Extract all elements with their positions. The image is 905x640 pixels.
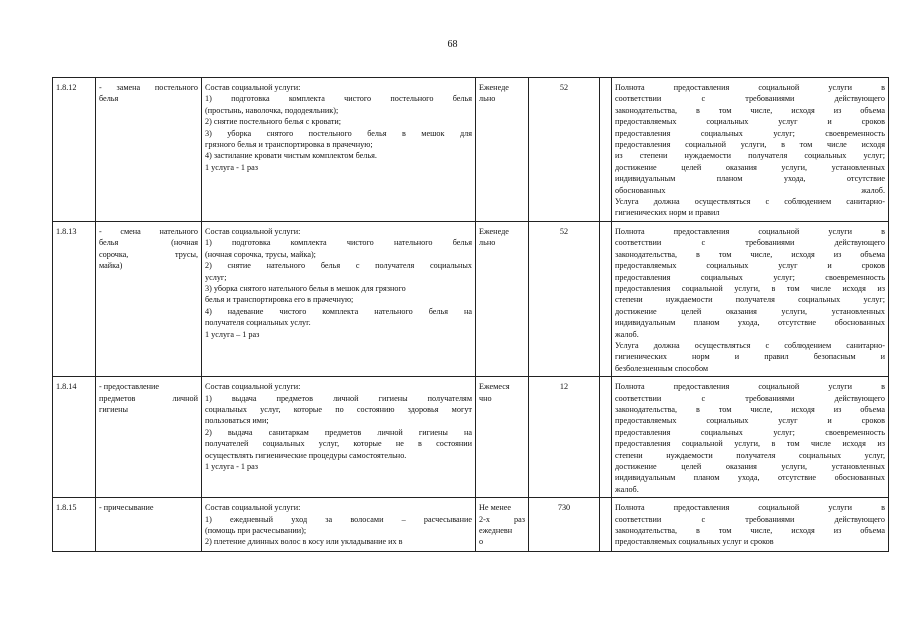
table-row: [53, 221, 889, 376]
row-number: 1.8.14: [53, 377, 96, 498]
service-content: [202, 498, 476, 552]
text-line: предоставления социальной услуги, в том числе исходя: [615, 140, 885, 150]
text-line: сорочка, трусы,: [99, 249, 198, 259]
table-row: [53, 377, 889, 498]
quality-criteria: [612, 78, 889, 222]
text-line: пользоваться ими;: [205, 416, 269, 426]
service-name: [96, 498, 202, 552]
text-line: Полнота предоставления социальной услуги в: [615, 503, 885, 513]
text-line: белья: [99, 94, 119, 104]
text-line: получателя социальных услуг.: [205, 318, 311, 328]
text-line: степени нуждаемости получателя социальных услуг;: [615, 295, 885, 305]
text-line: законодательства, в том числе, исходя из объема: [615, 526, 885, 536]
text-line: предметов личной: [99, 393, 198, 403]
text-line: законодательства, в том числе, исходя из объема: [615, 249, 885, 259]
text-line: 3) уборка снятого нательного белья в мешок для грязного: [205, 283, 406, 293]
spacer-cell: [600, 78, 612, 222]
text-line: Ежемеся: [479, 382, 510, 392]
text-line: соответствии с требованиями действующего: [615, 393, 885, 403]
service-frequency: [476, 78, 529, 222]
text-line: 2) выдача санитаркам предметов личной гигиены на: [205, 427, 472, 437]
text-line: предоставляемых социальных услуг и сроков: [615, 117, 885, 127]
service-quantity: 52: [529, 78, 600, 222]
text-line: белья и транспортировка его в прачечную;: [205, 295, 354, 305]
service-frequency: [476, 221, 529, 376]
text-line: - замена постельного: [99, 83, 198, 92]
service-frequency: [476, 377, 529, 498]
text-line: 3) уборка снятого постельного белья в мешок для: [205, 128, 472, 138]
text-line: - причесывание: [99, 503, 154, 513]
text-line: предоставления социальных услуг; своевременность: [615, 427, 885, 437]
text-line: гигиенических норм и правил: [615, 208, 720, 218]
text-line: индивидуальным планом ухода, отсутствие: [615, 174, 885, 184]
text-line: 1 услуга - 1 раз: [205, 162, 258, 172]
service-quantity: 730: [529, 498, 600, 552]
text-line: белья (ночная: [99, 238, 198, 248]
text-line: грязного белья и транспортировка в прачечную;: [205, 140, 373, 150]
text-line: социальных услуг, которые по состоянию здоровья могут: [205, 404, 472, 414]
service-frequency: [476, 498, 529, 552]
text-line: Состав социальной услуги:: [205, 83, 301, 92]
text-line: предоставления социальной услуги, в том числе исходя из: [615, 439, 885, 449]
page-number: 68: [447, 39, 458, 50]
text-line: достижение целей оказания услуги, установленных: [615, 306, 885, 316]
row-number: 1.8.13: [53, 221, 96, 376]
text-line: предоставляемых социальных услуг и сроков: [615, 261, 885, 271]
service-name: [96, 377, 202, 498]
quality-criteria: [612, 221, 889, 376]
text-line: 1) ежедневный уход за волосами – расчесывание: [205, 514, 472, 524]
text-line: (помощь при расчесывании);: [205, 526, 307, 536]
text-line: 2) снятие нательного белья с получателя социальных: [205, 261, 472, 271]
row-number: 1.8.12: [53, 78, 96, 222]
text-line: Не менее: [479, 503, 512, 513]
text-line: законодательства, в том числе, исходя из объема: [615, 404, 885, 414]
text-line: (ночная сорочка, трусы, майка);: [205, 249, 316, 259]
text-line: получателей социальных услуг, которые не в состоянии: [205, 439, 472, 449]
text-line: - предоставление: [99, 382, 160, 392]
text-line: Состав социальной услуги:: [205, 226, 301, 236]
text-line: 4) надевание чистого комплекта нательного белья на: [205, 306, 472, 316]
service-quantity: 12: [529, 377, 600, 498]
text-line: достижение целей оказания услуги, установленных: [615, 462, 885, 471]
text-line: соответствии с требованиями действующего: [615, 94, 885, 104]
text-line: степени нуждаемости получателя социальных услуг,: [615, 450, 885, 460]
text-line: - смена нательного: [99, 226, 198, 236]
text-line: индивидуальным планом ухода, отсутствие обоснованных: [615, 318, 885, 328]
text-line: безболезненным способом: [615, 363, 709, 373]
text-line: чно: [479, 393, 492, 403]
text-line: 2) снятие постельного белья с кровати;: [205, 117, 341, 127]
spacer-cell: [600, 221, 612, 376]
text-line: 1) подготовка комплекта чистого постельного белья: [205, 94, 472, 104]
text-line: Еженеде: [479, 226, 509, 236]
text-line: 1) подготовка комплекта чистого нательного белья: [205, 238, 472, 248]
table-row: [53, 78, 889, 222]
text-line: Полнота предоставления социальной услуги в: [615, 83, 885, 92]
text-line: ежедневн: [479, 526, 513, 536]
text-line: Состав социальной услуги:: [205, 382, 301, 392]
text-line: 1 услуга – 1 раз: [205, 329, 260, 339]
text-line: услуг;: [205, 272, 227, 282]
text-line: 1) выдача предметов личной гигиены получателям: [205, 393, 472, 403]
text-line: льно: [479, 238, 496, 248]
text-line: законодательства, в том числе, исходя из объема: [615, 105, 885, 115]
text-line: 2-х раз: [479, 514, 525, 524]
text-line: осуществлять гигиенические процедуры самостоятельно.: [205, 450, 407, 460]
text-line: Услуга должна осуществляться с соблюдением санитарно-: [615, 197, 885, 207]
text-line: Еженеде: [479, 83, 509, 92]
service-name: [96, 221, 202, 376]
text-line: предоставляемых социальных услуг и сроков: [615, 537, 774, 547]
text-line: предоставляемых социальных услуг и сроков: [615, 416, 885, 426]
text-line: индивидуальным планом ухода, отсутствие обоснованных: [615, 473, 885, 483]
row-number: 1.8.15: [53, 498, 96, 552]
text-line: обоснованных жалоб.: [615, 185, 885, 195]
text-line: предоставления социальной услуги, в том числе исходя из: [615, 283, 885, 293]
service-content: [202, 221, 476, 376]
spacer-cell: [600, 498, 612, 552]
text-line: Услуга должна осуществляться с соблюдением санитарно-: [615, 340, 885, 350]
service-content: [202, 377, 476, 498]
table-row: [53, 498, 889, 552]
text-line: 4) застилание кровати чистым комплектом белья.: [205, 151, 377, 161]
text-line: Полнота предоставления социальной услуги в: [615, 382, 885, 392]
spacer-cell: [600, 377, 612, 498]
services-table: [52, 77, 889, 552]
text-line: 1 услуга - 1 раз: [205, 462, 258, 471]
text-line: 2) плетение длинных волос в косу или укладывание их в: [205, 537, 403, 547]
service-name: [96, 78, 202, 222]
text-line: соответствии с требованиями действующего: [615, 238, 885, 248]
text-line: жалоб.: [615, 329, 639, 339]
text-line: предоставления социальных услуг; своевременность: [615, 272, 885, 282]
quality-criteria: [612, 377, 889, 498]
text-line: (простынь, наволочка, пододеяльник);: [205, 105, 339, 115]
text-line: достижение целей оказания услуги, установленных: [615, 162, 885, 172]
quality-criteria: [612, 498, 889, 552]
text-line: Полнота предоставления социальной услуги в: [615, 226, 885, 236]
service-quantity: 52: [529, 221, 600, 376]
service-content: [202, 78, 476, 222]
text-line: майка): [99, 261, 123, 271]
text-line: Состав социальной услуги:: [205, 503, 301, 513]
text-line: жалоб.: [615, 484, 639, 494]
text-line: гигиены: [99, 404, 128, 414]
text-line: льно: [479, 94, 496, 104]
text-line: соответствии с требованиями действующего: [615, 514, 885, 524]
text-line: из степени нуждаемости получателя социальных услуг;: [615, 151, 885, 161]
text-line: гигиенических норм и правил безопасным и: [615, 352, 885, 362]
text-line: о: [479, 537, 484, 547]
text-line: предоставления социальных услуг; своевременность: [615, 128, 885, 138]
